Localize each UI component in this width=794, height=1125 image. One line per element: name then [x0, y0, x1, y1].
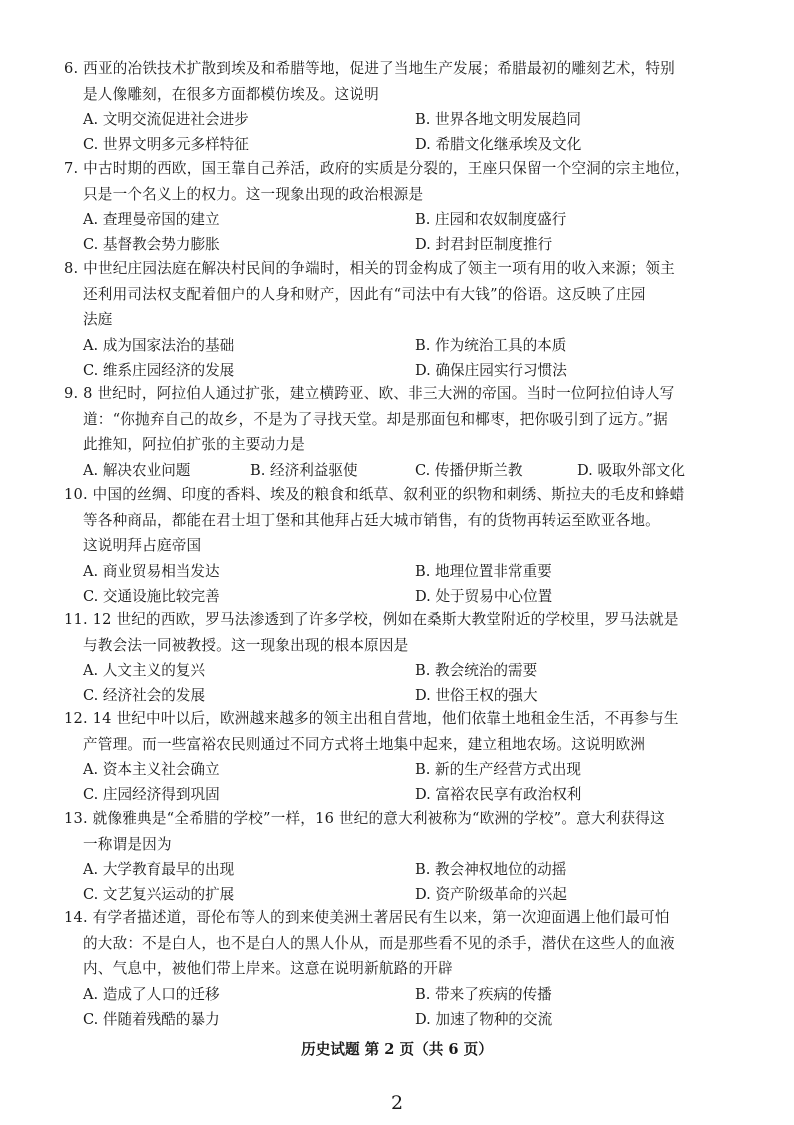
option-d[interactable]: D. 富裕农民享有政治权利: [415, 786, 582, 803]
option-b[interactable]: B. 世界各地文明发展趋同: [415, 111, 581, 128]
question-stem-line: 只是一个名义上的权力。这一现象出现的政治根源是: [83, 185, 424, 203]
page-footer: 历史试题 第 2 页（共 6 页）: [301, 1041, 493, 1058]
option-b[interactable]: B. 地理位置非常重要: [415, 562, 552, 580]
options-row: [64, 132, 732, 157]
option-b[interactable]: B. 新的生产经营方式出现: [415, 761, 581, 778]
question-stem-line: 产管理。而一些富裕农民则通过不同方式将土地集中起来，建立租地农场。这说明欧洲: [83, 735, 646, 753]
options-row: [64, 458, 732, 483]
option-a[interactable]: A. 成为国家法治的基础: [83, 336, 235, 354]
option-c[interactable]: C. 庄园经济得到巩固: [83, 786, 220, 803]
question-stem-line: 11. 12 世纪的西欧，罗马法渗透到了许多学校，例如在桑斯大教堂附近的学校里，罗马法就是: [64, 611, 679, 628]
question-13: [64, 806, 732, 907]
options-row: [64, 107, 732, 132]
question-stem-line: 内、气息中，被他们带上岸来。这意在说明新航路的开辟: [83, 960, 453, 977]
option-c[interactable]: C. 基督教会势力膨胀: [83, 236, 220, 253]
question-stem-line: 14. 有学者描述道，哥伦布等人的到来使美洲土著居民有生以来，第一次迎面遇上他们最可怕: [64, 909, 670, 926]
option-b[interactable]: B. 作为统治工具的本质: [415, 336, 567, 354]
question-10: [64, 482, 732, 609]
page-number: 2: [390, 1092, 404, 1114]
option-a[interactable]: A. 资本主义社会确立: [83, 761, 220, 778]
option-a[interactable]: A. 造成了人口的迁移: [83, 985, 220, 1003]
option-c[interactable]: C. 传播伊斯兰教: [415, 461, 523, 479]
question-stem-line: 此推知，阿拉伯扩张的主要动力是: [83, 436, 305, 453]
question-6: [64, 56, 732, 157]
question-7: [64, 156, 732, 257]
options-row: [64, 683, 732, 708]
question-stem-line: 这说明拜占庭帝国: [83, 537, 202, 554]
question-stem-line: 9. 8 世纪时，阿拉伯人通过扩张，建立横跨亚、欧、非三大洲的帝国。当时一位阿拉伯诗人写: [64, 385, 675, 402]
option-a[interactable]: A. 查理曼帝国的建立: [83, 211, 220, 228]
option-a[interactable]: A. 人文主义的复兴: [83, 662, 205, 679]
question-stem-line: 法庭: [83, 311, 113, 328]
option-b[interactable]: B. 教会神权地位的动摇: [415, 861, 567, 878]
question-stem-line: 的大敌：不是白人，也不是白人的黑人仆从，而是那些看不见的杀手，潜伏在这些人的血液: [83, 934, 675, 952]
question-stem-line: 6. 西亚的冶铁技术扩散到埃及和希腊等地，促进了当地生产发展；希腊最初的雕刻艺术，特别: [64, 60, 675, 77]
question-stem-line: 道：“你抛弃自己的故乡，不是为了寻找天堂。却是那面包和椰枣，把你吸引到了远方。”据: [83, 410, 668, 428]
question-stem-line: 与教会法一同被教授。这一现象出现的根本原因是: [83, 636, 409, 654]
question-stem-line: 还利用司法权支配着佃户的人身和财产，因此有“司法中有大钱”的俗语。这反映了庄园: [83, 285, 646, 303]
option-d[interactable]: D. 加速了物种的交流: [415, 1010, 553, 1028]
option-d[interactable]: D. 处于贸易中心位置: [415, 587, 553, 605]
question-stem-line: 是人像雕刻，在很多方面都模仿埃及。这说明: [83, 85, 379, 103]
question-stem-line: 等各种商品，都能在君士坦丁堡和其他拜占廷大城市销售，有的货物再转运至欧亚各地。: [83, 511, 660, 529]
question-stem-line: 13. 就像雅典是“全希腊的学校”一样，16 世纪的意大利被称为“欧洲的学校”。意大利获得这: [64, 810, 665, 827]
option-a[interactable]: A. 大学教育最早的出现: [83, 861, 235, 878]
option-d[interactable]: D. 吸取外部文化: [577, 461, 686, 479]
options-row: [64, 584, 732, 609]
option-d[interactable]: D. 确保庄园实行习惯法: [415, 361, 567, 379]
question-stem-line: 一称谓是因为: [83, 835, 172, 853]
options-row: [64, 559, 732, 584]
option-d[interactable]: D. 希腊文化继承埃及文化: [415, 136, 582, 153]
options-row: [64, 757, 732, 782]
option-c[interactable]: C. 文艺复兴运动的扩展: [83, 886, 235, 903]
options-row: [64, 207, 732, 232]
options-row: [64, 358, 732, 383]
options-row: [64, 882, 732, 907]
option-a[interactable]: A. 文明交流促进社会进步: [83, 111, 249, 128]
question-stem-line: 8. 中世纪庄园法庭在解决村民间的争端时，相关的罚金构成了领主一项有用的收入来源；领主: [64, 260, 675, 277]
option-d[interactable]: D. 世俗王权的强大: [415, 687, 538, 704]
options-row: [64, 1007, 732, 1032]
options-row: [64, 658, 732, 683]
option-c[interactable]: C. 维系庄园经济的发展: [83, 361, 235, 379]
question-stem-line: 12. 14 世纪中叶以后，欧洲越来越多的领主出租自营地，他们依靠土地租金生活，不再参与生: [64, 710, 679, 727]
option-b[interactable]: B. 教会统治的需要: [415, 662, 538, 679]
option-b[interactable]: B. 经济利益驱使: [250, 461, 358, 479]
option-b[interactable]: B. 庄园和农奴制度盛行: [415, 211, 567, 228]
question-11: [64, 607, 732, 708]
options-row: [64, 982, 732, 1007]
question-12: [64, 706, 732, 807]
options-row: [64, 857, 732, 882]
option-d[interactable]: D. 资产阶级革命的兴起: [415, 886, 567, 903]
question-14: [64, 905, 732, 1032]
option-a[interactable]: A. 商业贸易相当发达: [83, 562, 220, 580]
question-9: [64, 381, 732, 483]
options-row: [64, 333, 732, 358]
options-row: [64, 782, 732, 807]
option-b[interactable]: B. 带来了疾病的传播: [415, 985, 552, 1003]
question-stem-line: 7. 中古时期的西欧，国王靠自己养活，政府的实质是分裂的，王座只保留一个空洞的宗主地位，: [64, 160, 690, 177]
question-8: [64, 256, 732, 383]
option-d[interactable]: D. 封君封臣制度推行: [415, 236, 553, 253]
option-c[interactable]: C. 伴随着残酷的暴力: [83, 1010, 220, 1028]
option-a[interactable]: A. 解决农业问题: [83, 461, 191, 479]
option-c[interactable]: C. 世界文明多元多样特征: [83, 136, 249, 153]
option-c[interactable]: C. 交通设施比较完善: [83, 587, 220, 605]
question-stem-line: 10. 中国的丝绸、印度的香料、埃及的粮食和纸草、叙利亚的织物和刺绣、斯拉夫的毛皮和蜂蜡: [64, 486, 685, 503]
options-row: [64, 232, 732, 257]
option-c[interactable]: C. 经济社会的发展: [83, 687, 206, 704]
